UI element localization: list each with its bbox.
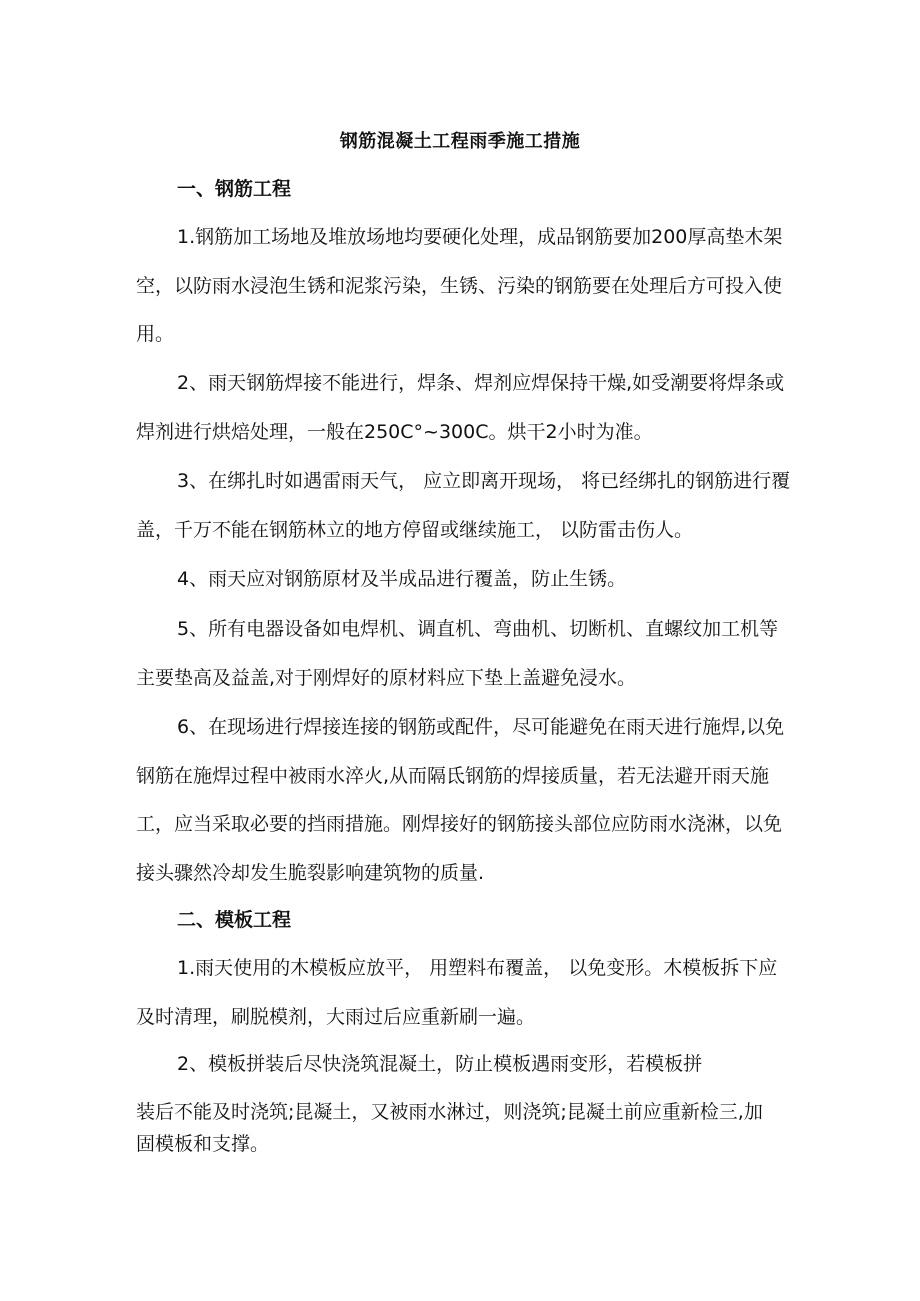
paragraph-formwork-1: 1.雨天使用的木模板应放平， 用塑料布覆盖， 以免变形。木模板拆下应及时清理，刷脱模剂，大雨过后应重新刷一遍。: [136, 957, 778, 1028]
section-heading-rebar: 一、钢筋工程: [177, 178, 292, 200]
paragraph-rebar-2: 2、雨天钢筋焊接不能进行，焊条、焊剂应焊保持干燥,如受潮要将焊条或焊剂进行烘焙处理，一般在250C°~300C。烘干2小时为准。: [136, 372, 785, 443]
section-heading-formwork: 二、模板工程: [177, 909, 292, 931]
paragraph-formwork-2: 2、模板拼装后尽快浇筑混凝土，防止模板遇雨变形，若模板拼: [177, 1053, 703, 1075]
document-title: 钢筋混凝土工程雨季施工措施: [339, 131, 581, 152]
paragraph-formwork-2-continuation: 装后不能及时浇筑;昆凝土，又被雨水淋过，则浇筑;昆凝土前应重新检三,加: [136, 1101, 763, 1123]
paragraph-rebar-1: 1.钢筋加工场地及堆放场地均要硬化处理，成品钢筋要加200厚高垫木架空，以防雨水浸泡生锈和泥浆污染，生锈、污染的钢筋要在处理后方可投入使用。: [136, 226, 783, 345]
paragraph-formwork-2-end: 固模板和支撑。: [136, 1133, 270, 1155]
paragraph-rebar-5: 5、所有电器设备如电焊机、调直机、弯曲机、切断机、直螺纹加工机等主要垫高及益盖,对于刚焊好的原材料应下垫上盖避免浸水。: [136, 618, 779, 689]
paragraph-rebar-4: 4、雨天应对钢筋原材及半成品进行覆盖，防止生锈。: [177, 568, 627, 590]
paragraph-rebar-6: 6、在现场进行焊接连接的钢筋或配件，尽可能避免在雨天进行施焊,以免钢筋在施焊过程中被雨水淬火,从而隔氐钢筋的焊接质量，若无法避开雨天施工，应当采取必要的挡雨措施。刚焊接好的钢筋接头部位应防雨水浇淋，以免接头骤然冷却发生脆裂影响建筑物的质量.: [136, 716, 785, 884]
paragraph-rebar-3: 3、在绑扎时如遇雷雨天气， 应立即离开现场， 将已经绑扎的钢筋进行覆盖，千万不能在钢筋林立的地方停留或继续施工， 以防雷击伤人。: [136, 470, 791, 541]
